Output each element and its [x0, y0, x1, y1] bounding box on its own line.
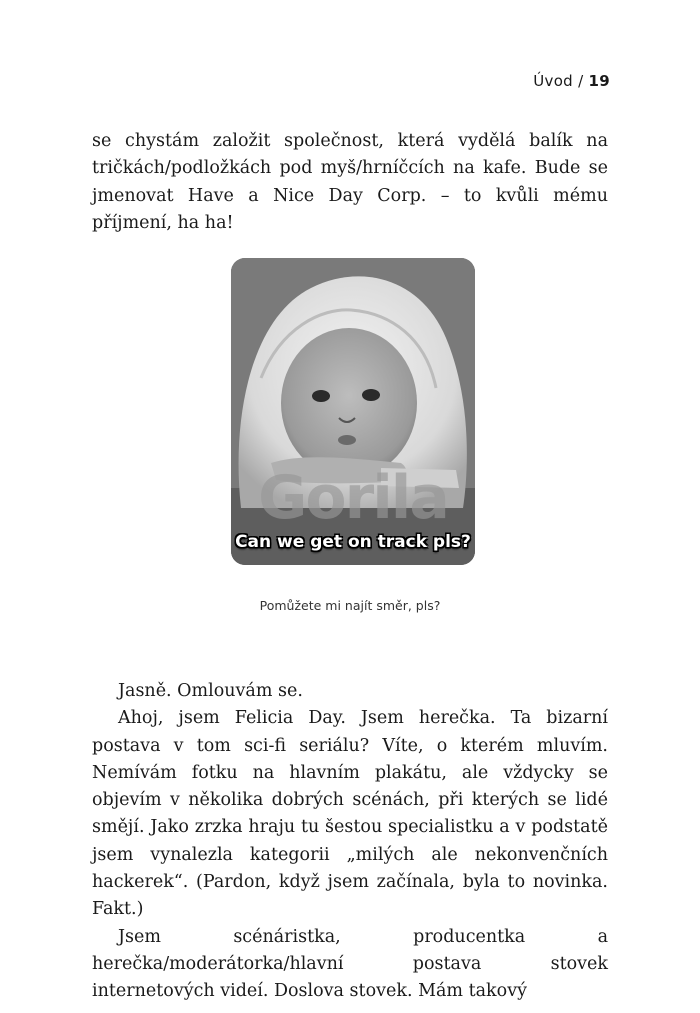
watermark-logo: Gorila: [258, 463, 448, 533]
paragraph: Ahoj, jsem Felicia Day. Jsem herečka. Ta bizarní postava v tom sci-fi seriálu? Víte, o kterém mluvím. Nemívám fotku na hlavním plakátu, ale vždycky se objevím v několika dobrých scénách, při kterých se lidé smějí. Jako zrzka hraju tu šestou specialistku a v podstatě jsem vynalezla kategorii „milých ale nekonvenčních hackerek“. (Pardon, když jsem začínala, byla to novinka. Fakt.): [92, 708, 608, 920]
running-header: [533, 72, 610, 90]
continued-paragraph: se chystám založit společnost, která vydělá balík na tričkách/podložkách pod myš/hrníčcích na kafe. Bude se jmenovat Have a Nice Day Corp. – to kvůli mému příjmení, ha ha!: [92, 131, 608, 233]
paragraph: Jasně. Omlouvám se.: [118, 681, 303, 701]
meme-text: Can we get on track pls?: [235, 532, 471, 552]
page-number: 19: [588, 72, 610, 90]
body-text: [92, 678, 608, 1006]
top-text: [92, 128, 608, 237]
header-separator: /: [578, 72, 584, 90]
paragraph: Jsem scénáristka, producentka a herečka/moderátorka/hlavní postava stovek internetových videí. Doslova stovek. Mám takový: [92, 926, 608, 1002]
baby-photo: [231, 258, 475, 565]
section-title: Úvod: [533, 72, 573, 90]
photo-caption: Pomůžete mi najít směr, pls?: [259, 598, 441, 613]
